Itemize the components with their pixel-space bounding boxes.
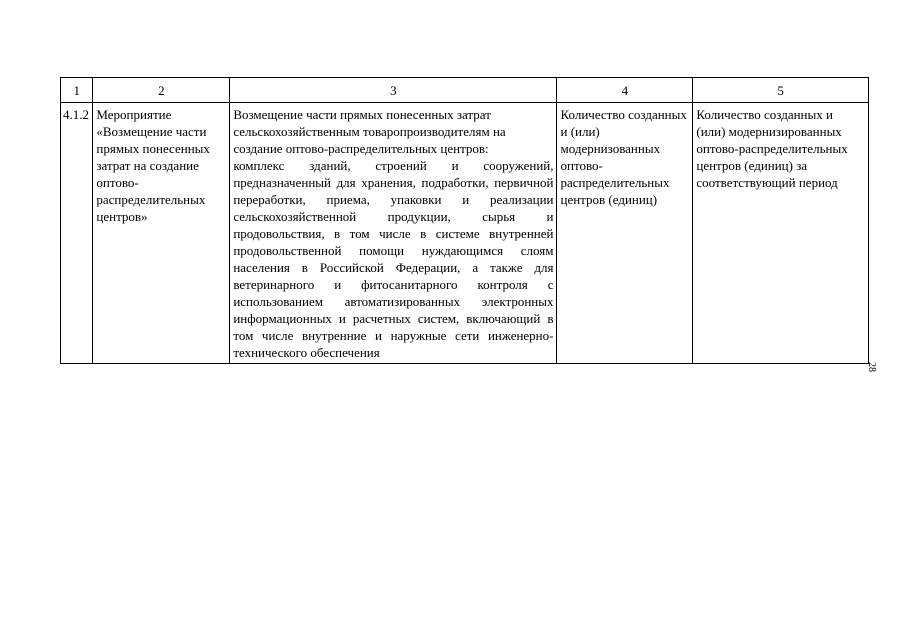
indicator-cell: Количество созданных и (или) модернизованных оптово-распределительных центров (единиц) [557, 103, 693, 364]
program-table [60, 77, 869, 364]
column-header-5: 5 [693, 78, 869, 103]
page-number: 28 [866, 362, 877, 372]
description-lead: Возмещение части прямых понесенных затрат сельскохозяйственным товаропроизводителям на создание оптово-распределительных центров: [233, 107, 506, 156]
column-header-2: 2 [93, 78, 230, 103]
row-number-cell: 4.1.2 [61, 103, 93, 364]
table-row [61, 103, 869, 364]
description-body: комплекс зданий, строений и сооружений, предназначенный для хранения, подработки, первичной переработки, приема, упаковки и реализации сельскохозяйственной продукции, сырья и продовольствия, в том числе в системе внутренней продовольственной помощи нуждающимся слоям населения в Российской Федерации, а также для ветеринарного и фитосанитарного контроля с использованием автоматизированных электронных информационных и расчетных систем, включающий в том числе внутренние и наружные сети инженерно-технического обеспечения [233, 158, 554, 360]
column-header-1: 1 [61, 78, 93, 103]
event-name-cell: Мероприятие «Возмещение части прямых понесенных затрат на создание оптово-распределительных центров» [93, 103, 230, 364]
description-cell [230, 103, 557, 364]
column-header-3: 3 [230, 78, 557, 103]
column-header-4: 4 [557, 78, 693, 103]
indicator-period-cell: Количество созданных и (или) модернизированных оптово-распределительных центров (единиц) за соответствующий период [693, 103, 869, 364]
header-row [61, 78, 869, 103]
